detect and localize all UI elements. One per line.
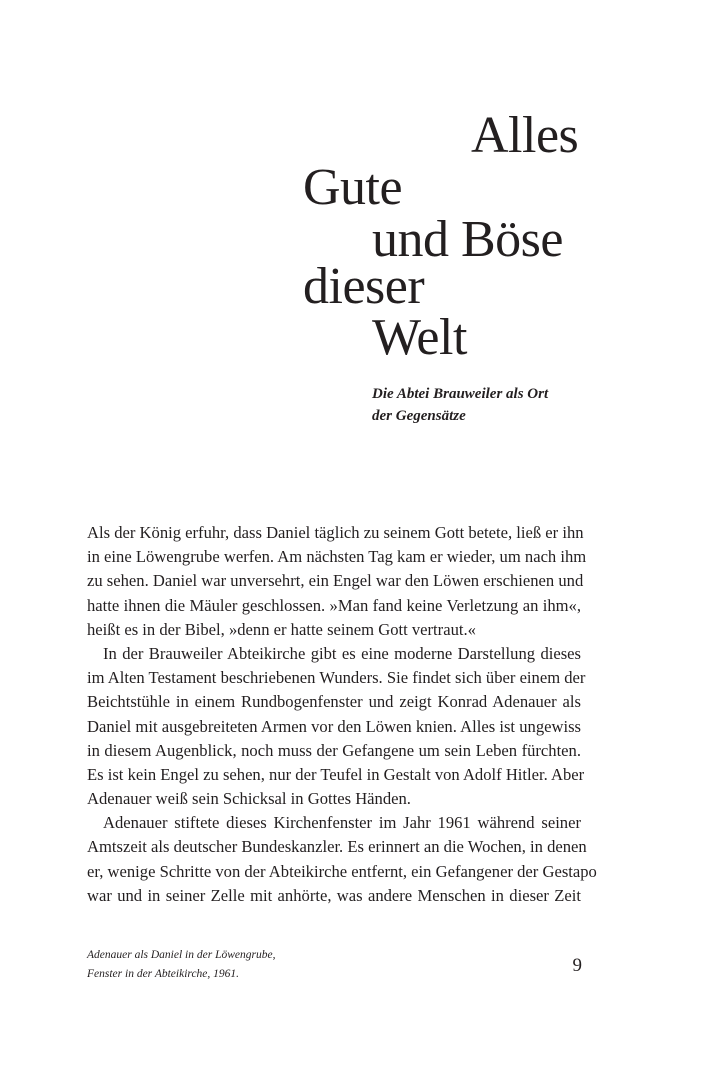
- chapter-title-line-5: Welt: [372, 309, 467, 366]
- chapter-title-line-3: und Böse: [372, 211, 563, 268]
- paragraph-1-line: in eine Löwengrube werfen. Am nächsten Tag kam er wieder, um nach ihm: [87, 547, 587, 567]
- paragraph-2-line: In der Brauweiler Abteikirche gibt es eine moderne Darstellung dieses: [103, 643, 581, 663]
- paragraph-1-line: Als der König erfuhr, dass Daniel täglich zu seinem Gott betete, ließ er ihn: [87, 523, 584, 542]
- paragraph-3-line: war und in seiner Zelle mit anhörte, was andere Menschen in dieser Zeit: [87, 885, 581, 905]
- paragraph-2-line: Es ist kein Engel zu sehen, nur der Teufel in Gestalt von Adolf Hitler. Aber: [87, 764, 585, 784]
- body-text: [87, 521, 597, 908]
- paragraph-3-line: Amtszeit als deutscher Bundeskanzler. Es erinnert an die Wochen, in denen: [87, 837, 587, 857]
- paragraph-1-line: zu sehen. Daniel war unversehrt, ein Engel war den Löwen erschienen und: [87, 571, 584, 591]
- paragraph-2-line: Daniel mit ausgebreiteten Armen vor den Löwen knien. Alles ist ungewiss: [87, 716, 581, 736]
- caption-line: Fenster in der Abteikirche, 1961.: [87, 968, 240, 980]
- paragraph-3-line: er, wenige Schritte von der Abteikirche entfernt, ein Gefangener der Gestapo: [87, 861, 597, 881]
- chapter-title-line-4: dieser: [303, 258, 425, 315]
- chapter-title-line-1: Alles: [471, 107, 579, 164]
- caption-line: Adenauer als Daniel in der Löwengrube,: [87, 949, 276, 961]
- image-caption: [87, 946, 275, 984]
- paragraph-2-line: in diesem Augenblick, noch muss der Gefangene um sein Leben fürchten.: [87, 740, 581, 760]
- chapter-title-line-2: Gute: [303, 159, 403, 216]
- paragraph-1-line: hatte ihnen die Mäuler geschlossen. »Man fand keine Verletzung an ihm«,: [87, 595, 581, 615]
- subtitle-line: Die Abtei Brauweiler als Ort: [372, 386, 549, 402]
- paragraph-1-line: heißt es in der Bibel, »denn er hatte seinem Gott vertraut.«: [87, 619, 476, 639]
- paragraph-2-line: Beichtstühle in einem Rundbogenfenster und zeigt Konrad Adenauer als: [87, 692, 581, 712]
- subtitle-line: der Gegensätze: [372, 408, 466, 424]
- chapter-subtitle: [372, 383, 548, 427]
- page-number: 9: [572, 955, 582, 976]
- paragraph-2-line: Adenauer weiß sein Schicksal in Gottes Händen.: [87, 789, 411, 809]
- paragraph-3-line: Adenauer stiftete dieses Kirchenfenster im Jahr 1961 während seiner: [103, 813, 581, 833]
- paragraph-2-line: im Alten Testament beschriebenen Wunders. Sie findet sich über einem der: [87, 668, 586, 688]
